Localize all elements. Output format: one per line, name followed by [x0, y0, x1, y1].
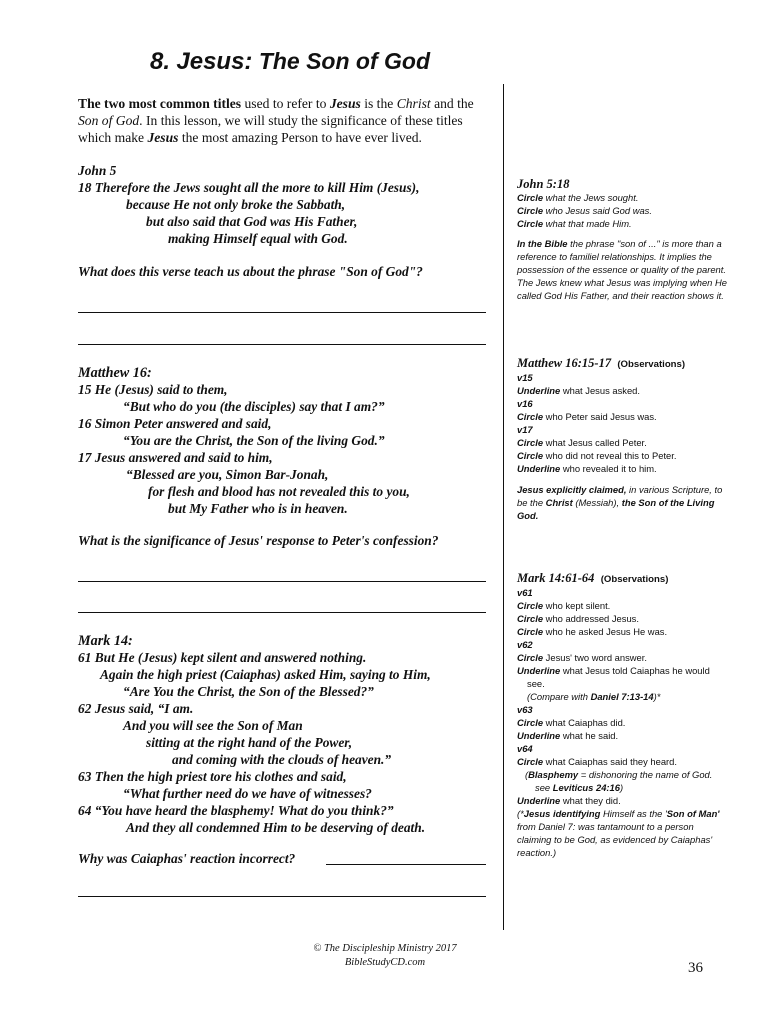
matthew-line: 16 Simon Peter answered and said, — [78, 416, 272, 431]
verse-label: v15 — [517, 372, 533, 383]
sidebar-heading: John 5:18 — [517, 177, 570, 191]
john-line: making Himself equal with God. — [168, 231, 348, 246]
note-keyword: Leviticus 24:16 — [552, 782, 620, 793]
mark-line: And they all condemned Him to be deserving of death. — [126, 820, 426, 835]
intro-jesus: Jesus — [329, 96, 361, 111]
footer — [0, 942, 770, 970]
verse-label: v61 — [517, 587, 533, 598]
lesson-number: 8. — [149, 48, 170, 75]
matthew-question: What is the significance of Jesus' response to Peter's confession? — [78, 533, 439, 548]
intro-son-of-god: Son of God — [78, 113, 140, 128]
instruction-text: who Jesus said God was. — [543, 205, 652, 216]
matthew-line: 15 He (Jesus) said to them, — [78, 382, 228, 397]
matthew-line: “You are the Christ, the Son of the living God.” — [123, 433, 385, 448]
verse-label: v16 — [517, 398, 533, 409]
note-text: in various Scripture, to be the — [517, 484, 723, 508]
instruction-text: what Jesus called Peter. — [543, 437, 647, 448]
mark-line: and coming with the clouds of heaven.” — [172, 752, 392, 767]
verse-label: v63 — [517, 704, 533, 715]
instruction-keyword: Circle — [517, 218, 544, 229]
sidebar-heading: Mark 14:61-64 — [517, 571, 595, 585]
instruction-keyword: Underline — [517, 463, 561, 474]
compare-text: (Compare with — [527, 691, 591, 702]
website-line: BibleStudyCD.com — [344, 957, 426, 968]
note-text: (* — [517, 808, 524, 819]
mark-line: Again the high priest (Caiaphas) asked Him, saying to Him, — [100, 667, 431, 682]
instruction-keyword: Underline — [517, 385, 561, 396]
note-text: ( — [525, 769, 529, 780]
instruction-text: what Caiaphas said they heard. — [543, 756, 677, 767]
matthew-line: but My Father who is in heaven. — [168, 501, 348, 516]
intro-text: is the — [360, 96, 397, 111]
sidebar-note — [517, 237, 729, 302]
matthew-line: 17 Jesus answered and said to him, — [78, 450, 273, 465]
sidebar-note — [517, 483, 729, 522]
instruction-keyword: Circle — [517, 411, 544, 422]
answer-line[interactable] — [78, 896, 486, 897]
john-line: because He not only broke the Sabbath, — [126, 197, 346, 212]
instruction-text: what Jesus told Caiaphas he would see. — [527, 665, 710, 689]
instruction-keyword: Underline — [517, 730, 561, 741]
mark-question: Why was Caiaphas' reaction incorrect? — [78, 851, 296, 866]
john-line: 18 Therefore the Jews sought all the more to kill Him (Jesus), — [78, 180, 420, 195]
intro-christ: Christ — [396, 96, 431, 111]
mark-line: 63 Then the high priest tore his clothes and said, — [78, 769, 347, 784]
instruction-keyword: Circle — [517, 600, 544, 611]
intro-jesus: Jesus — [147, 130, 179, 145]
instruction-keyword: Circle — [517, 652, 544, 663]
verse-label: v64 — [517, 743, 533, 754]
instruction-keyword: Circle — [517, 717, 544, 728]
instruction-keyword: Underline — [517, 795, 561, 806]
mark-line: “Are You the Christ, the Son of the Blessed?” — [123, 684, 374, 699]
column-divider — [503, 84, 504, 930]
answer-line[interactable] — [326, 864, 486, 865]
instruction-text: what the Jews sought. — [543, 192, 639, 203]
instruction-text: what they did. — [560, 795, 621, 806]
intro-bold: The two most common titles — [78, 96, 242, 111]
mark-line: And you will see the Son of Man — [123, 718, 303, 733]
matthew-line: “But who do you (the disciples) say that I am?” — [123, 399, 385, 414]
mark-line: 64 “You have heard the blasphemy! What do you think?” — [78, 803, 394, 818]
verse-label: v17 — [517, 424, 533, 435]
answer-line[interactable] — [78, 581, 486, 582]
instruction-text: what that made Him. — [543, 218, 632, 229]
note-keyword: the Son of the Living God. — [517, 497, 715, 521]
sidebar-john — [517, 178, 729, 302]
note-text: the phrase "son of ..." is more than a reference to familiel relationships. It implies the possession of the essence or quality of the parent. The Jews knew what Jesus was implying when He called God His Father, and their reaction shows it. — [517, 238, 727, 301]
instruction-text: who he asked Jesus He was. — [543, 626, 668, 637]
answer-line[interactable] — [78, 612, 486, 613]
instruction-text: who Peter said Jesus was. — [543, 411, 657, 422]
observations-label: (Observations) — [617, 359, 686, 370]
instruction-text: who addressed Jesus. — [543, 613, 639, 624]
instruction-keyword: Circle — [517, 205, 544, 216]
john-line: but also said that God was His Father, — [146, 214, 358, 229]
instruction-text: Jesus' two word answer. — [543, 652, 647, 663]
matthew-line: for flesh and blood has not revealed this to you, — [148, 484, 410, 499]
instruction-text: what he said. — [560, 730, 619, 741]
instruction-keyword: Circle — [517, 192, 544, 203]
instruction-text: who kept silent. — [543, 600, 611, 611]
note-keyword: Jesus explicitly claimed, — [517, 484, 627, 495]
page-number: 36 — [688, 960, 703, 976]
intro-paragraph — [78, 95, 488, 146]
instruction-keyword: Circle — [517, 450, 544, 461]
mark-line: 61 But He (Jesus) kept silent and answered nothing. — [78, 650, 367, 665]
mark-line: sitting at the right hand of the Power, — [146, 735, 353, 750]
mark-line: 62 Jesus said, “I am. — [78, 701, 194, 716]
john-question: What does this verse teach us about the phrase "Son of God"? — [78, 264, 423, 279]
instruction-keyword: Circle — [517, 613, 544, 624]
instruction-text: who did not reveal this to Peter. — [543, 450, 677, 461]
note-keyword: Jesus identifying — [523, 808, 601, 819]
son-of-man-note — [517, 807, 729, 859]
answer-line[interactable] — [78, 344, 486, 345]
title-rest: The Son of God — [258, 48, 431, 74]
copyright-line: © The Discipleship Ministry 2017 — [313, 943, 457, 954]
compare-text: )* — [653, 691, 661, 702]
matthew-line: “Blessed are you, Simon Bar-Jonah, — [126, 467, 329, 482]
matthew-ref: Matthew 16: — [78, 365, 152, 381]
note-keyword: Blasphemy — [528, 769, 579, 780]
instruction-text: what Caiaphas did. — [543, 717, 626, 728]
sidebar-heading: Matthew 16:15-17 — [517, 356, 612, 370]
mark-line: “What further need do we have of witnesses? — [123, 786, 372, 801]
sidebar-mark — [517, 572, 729, 859]
note-keyword: Christ — [545, 497, 573, 508]
compare-reference: Daniel 7:13-14 — [590, 691, 654, 702]
answer-line[interactable] — [78, 312, 486, 313]
instruction-text: who revealed it to him. — [560, 463, 657, 474]
note-text: (Messiah), — [572, 497, 622, 508]
page-title — [0, 48, 580, 76]
blasphemy-note — [517, 768, 729, 794]
mark-ref: Mark 14: — [78, 633, 133, 649]
intro-text: . In this lesson, we will study the significance of these titles which make — [78, 113, 463, 145]
note-keyword: Son of Man' — [666, 808, 720, 819]
note-keyword: In the Bible — [517, 238, 568, 249]
intro-text: and the — [430, 96, 474, 111]
instruction-keyword: Underline — [517, 665, 561, 676]
john-ref: John 5 — [78, 163, 117, 178]
instruction-keyword: Circle — [517, 437, 544, 448]
instruction-keyword: Circle — [517, 756, 544, 767]
instruction-keyword: Circle — [517, 626, 544, 637]
intro-text: the most amazing Person to have ever lived. — [178, 130, 422, 145]
intro-text: used to refer to — [241, 96, 330, 111]
note-text: ) — [619, 782, 624, 793]
instruction-text: what Jesus asked. — [560, 385, 640, 396]
sidebar-matthew — [517, 357, 729, 522]
verse-label: v62 — [517, 639, 533, 650]
observations-label: (Observations) — [600, 574, 669, 585]
note-text: = dishonoring the name of God. see — [535, 769, 713, 793]
note-text: Himself as the ' — [600, 808, 667, 819]
note-text: from Daniel 7: was tantamount to a person claiming to be God, as evidenced by Caiaphas' reaction.) — [517, 821, 713, 858]
title-word: Jesus: — [176, 48, 253, 75]
